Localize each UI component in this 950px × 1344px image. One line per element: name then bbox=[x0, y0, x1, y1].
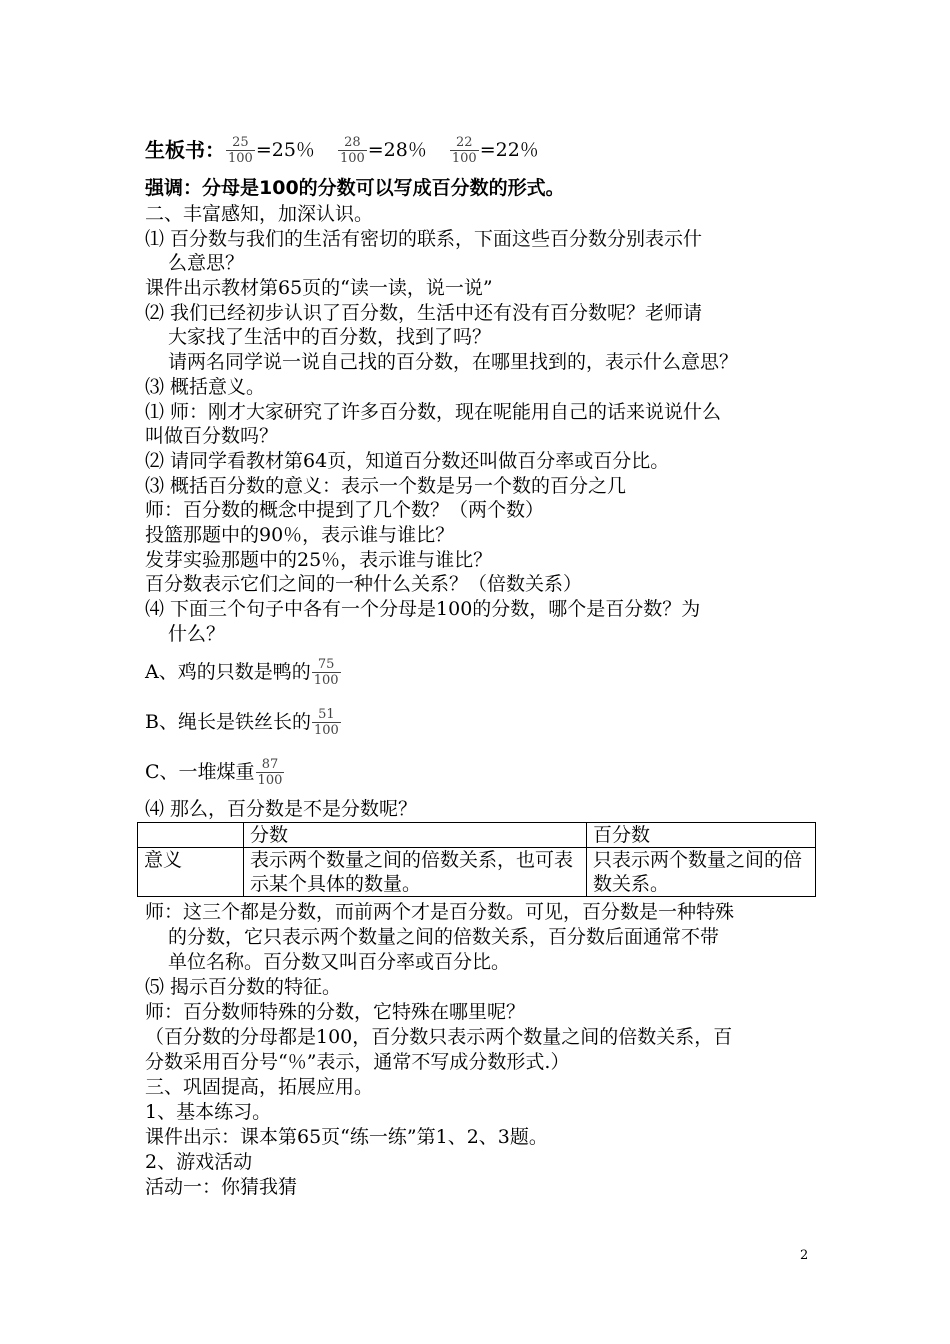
text-line: 课件出示：课本第65页“练一练”第1、2、3题。 bbox=[145, 1126, 548, 1148]
text-line: 大家找了生活中的百分数，找到了吗？ bbox=[168, 326, 492, 348]
percent-eq: =28％ bbox=[367, 139, 427, 161]
option-a: A、鸡的只数是鸭的 $\frac{75}{100}$ bbox=[145, 656, 339, 688]
text-line: 叫做百分数吗？ bbox=[145, 425, 279, 447]
table-row bbox=[138, 823, 816, 848]
text-line: 百分数表示它们之间的一种什么关系？（倍数关系） bbox=[145, 573, 583, 595]
text-line: 分数采用百分号“％”表示，通常不写成分数形式.） bbox=[145, 1051, 570, 1073]
fraction: $\frac{87}{100}$ bbox=[257, 756, 283, 788]
text-line: 师：百分数师特殊的分数，它特殊在哪里呢？ bbox=[145, 1001, 526, 1023]
text-line: 二、丰富感知，加深认识。 bbox=[145, 203, 374, 225]
text-line: ⑷ 那么，百分数是不是分数呢？ bbox=[145, 798, 418, 820]
text-line: ⑶ 概括意义。 bbox=[145, 376, 266, 398]
board-label: 生板书： bbox=[145, 138, 225, 162]
text-line: 么意思？ bbox=[168, 252, 245, 274]
table-header: 百分数 bbox=[587, 823, 816, 848]
comparison-table bbox=[137, 822, 816, 897]
fraction: $\frac{75}{100}$ bbox=[313, 656, 339, 688]
text-line: ⑴ 百分数与我们的生活有密切的联系，下面这些百分数分别表示什 bbox=[145, 228, 703, 250]
text-line: 什么？ bbox=[168, 623, 226, 645]
text-line: 1、基本练习。 bbox=[145, 1101, 272, 1123]
table-header bbox=[138, 823, 244, 848]
text-line: 三、巩固提高，拓展应用。 bbox=[145, 1076, 374, 1098]
text-line: 的分数，它只表示两个数量之间的倍数关系，百分数后面通常不带 bbox=[168, 926, 720, 948]
fraction: $\frac{51}{100}$ bbox=[313, 706, 339, 738]
fraction: $\frac{22}{100}$ bbox=[451, 134, 477, 166]
fraction: $\frac{25}{100}$ bbox=[228, 134, 253, 166]
text-line: 活动一：你猜我猜 bbox=[145, 1176, 298, 1198]
option-c: C、一堆煤重 $\frac{87}{100}$ bbox=[145, 756, 283, 788]
text-line: ⑷ 下面三个句子中各有一个分母是100的分数，哪个是百分数？为 bbox=[145, 598, 701, 620]
text-line: （百分数的分母都是100，百分数只表示两个数量之间的倍数关系，百 bbox=[145, 1026, 733, 1048]
fraction: $\frac{28}{100}$ bbox=[339, 134, 365, 166]
text-line: 请两名同学说一说自己找的百分数，在哪里找到的，表示什么意思？ bbox=[168, 351, 739, 373]
table-row bbox=[138, 848, 816, 897]
percent-eq: =22％ bbox=[479, 139, 539, 161]
text-line: ⑵ 我们已经初步认识了百分数，生活中还有没有百分数呢？老师请 bbox=[145, 302, 703, 324]
text-line: 课件出示教材第65页的“读一读，说一说” bbox=[145, 277, 493, 299]
table-header: 分数 bbox=[244, 823, 587, 848]
text-line: ⑵ 请同学看教材第64页，知道百分数还叫做百分率或百分比。 bbox=[145, 450, 670, 472]
option-b: B、绳长是铁丝长的 $\frac{51}{100}$ bbox=[145, 706, 339, 738]
text-line: 发芽实验那题中的25％，表示谁与谁比？ bbox=[145, 549, 493, 571]
page-number: 2 bbox=[800, 1248, 809, 1263]
table-cell: 只表示两个数量之间的倍数关系。 bbox=[587, 848, 816, 897]
table-cell: 表示两个数量之间的倍数关系，也可表示某个具体的数量。 bbox=[244, 848, 587, 897]
text-line: 单位名称。百分数又叫百分率或百分比。 bbox=[168, 951, 511, 973]
text-line: 师：这三个都是分数，而前两个才是百分数。可见，百分数是一种特殊 bbox=[145, 901, 735, 923]
emphasis-line: 强调：分母是100的分数可以写成百分数的形式。 bbox=[145, 177, 565, 199]
text-line: ⑴ 师：刚才大家研究了许多百分数，现在呢能用自己的话来说说什么 bbox=[145, 401, 722, 423]
text-line: 投篮那题中的90％，表示谁与谁比？ bbox=[145, 524, 455, 546]
text-line: ⑶ 概括百分数的意义：表示一个数是另一个数的百分之几 bbox=[145, 475, 627, 497]
text-line: ⑸ 揭示百分数的特征。 bbox=[145, 976, 342, 998]
text-line: 师：百分数的概念中提到了几个数？（两个数） bbox=[145, 499, 545, 521]
board-line bbox=[145, 130, 539, 170]
text-line: 2、游戏活动 bbox=[145, 1151, 253, 1173]
table-cell: 意义 bbox=[138, 848, 244, 897]
percent-eq: =25％ bbox=[255, 139, 315, 161]
